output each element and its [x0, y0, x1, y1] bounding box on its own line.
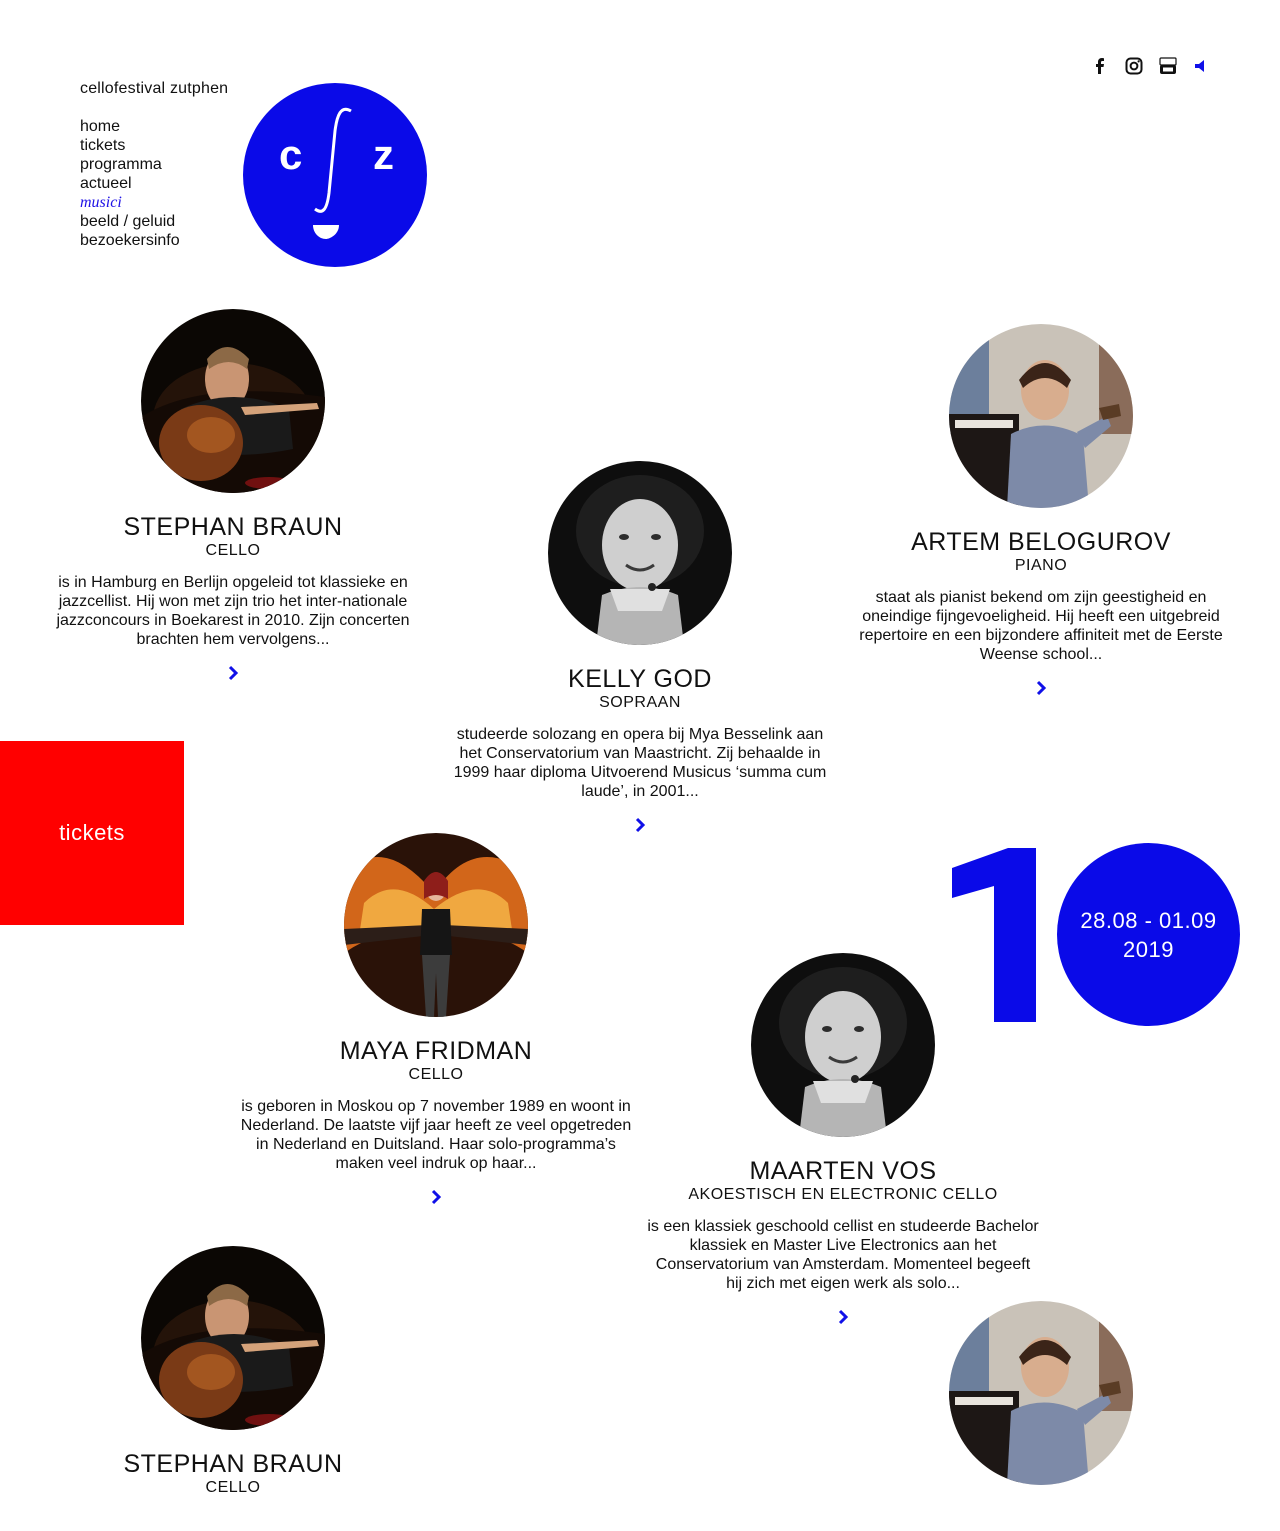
musician-instrument: CELLO	[205, 1479, 261, 1496]
site-name[interactable]: cellofestival zutphen	[80, 80, 229, 97]
nav-item-beeld-geluid[interactable]: beeld / geluid	[80, 213, 176, 230]
musician-name[interactable]: MAARTEN VOS	[749, 1157, 937, 1185]
musician-name[interactable]: MAYA FRIDMAN	[339, 1037, 533, 1065]
musician-card	[23, 309, 443, 683]
musician-instrument: SOPRAAN	[599, 694, 681, 711]
musician-description: is een klassiek geschoold cellist en studeerde Bachelor klassiek en Master Live Electronics aan het Conservatorium van Amsterdam. Momenteel begeeft hij zich met eigen werk als solo...	[647, 1218, 1039, 1292]
facebook-icon[interactable]	[1090, 56, 1110, 76]
musician-card	[831, 324, 1251, 698]
musician-name[interactable]: STEPHAN BRAUN	[123, 1450, 343, 1478]
musician-photo[interactable]	[548, 461, 732, 645]
musician-card	[831, 1301, 1251, 1485]
musician-card	[226, 833, 646, 1207]
instagram-icon[interactable]	[1124, 56, 1144, 76]
main-nav	[80, 117, 180, 250]
musician-card	[633, 953, 1053, 1327]
musician-instrument: PIANO	[1014, 557, 1068, 574]
nav-item-musici[interactable]: musici	[80, 194, 122, 211]
read-more-chevron-icon[interactable]	[1031, 678, 1051, 698]
musician-description: is geboren in Moskou op 7 november 1989 en woont in Nederland. De laatste vijf jaar heeft ze veel opgetreden in Nederland en Duitsland. Haar solo-programma’s maken veel indruk op haar...	[240, 1098, 632, 1172]
nav-item-bezoekersinfo[interactable]: bezoekersinfo	[80, 232, 180, 249]
musician-photo[interactable]	[949, 1301, 1133, 1485]
musician-instrument: CELLO	[205, 542, 261, 559]
musician-name[interactable]: ARTEM BELOGUROV	[911, 528, 1171, 556]
musician-description: is in Hamburg en Berlijn opgeleid tot klassieke en jazzcellist. Hij won met zijn trio het inter-nationale jazzconcours in Boekarest in 2010. Zijn concerten brachten hem vervolgens...	[56, 574, 410, 648]
nav-item-tickets[interactable]: tickets	[80, 137, 126, 154]
read-more-chevron-icon[interactable]	[426, 1187, 446, 1207]
musician-photo[interactable]	[751, 953, 935, 1137]
logo-letter-c: c	[279, 131, 303, 178]
festival-year: 2019	[1123, 936, 1174, 962]
youtube-icon[interactable]	[1158, 56, 1178, 76]
festival-dates	[1057, 843, 1240, 1026]
musician-instrument: AKOESTISCH EN ELECTRONIC CELLO	[688, 1186, 998, 1203]
musician-name[interactable]: KELLY GOD	[568, 665, 712, 693]
nav-item-home[interactable]: home	[80, 118, 121, 135]
musician-photo[interactable]	[141, 309, 325, 493]
musician-description: staat als pianist bekend om zijn geestigheid en oneindige fijngevoeligheid. Hij heeft een uitgebreid repertoire en een bijzondere affiniteit met de Eerste Weense school...	[859, 589, 1223, 663]
tickets-button[interactable]: tickets	[0, 741, 184, 925]
musician-photo[interactable]	[344, 833, 528, 1017]
musician-name[interactable]: STEPHAN BRAUN	[123, 513, 343, 541]
logo-letter-z: z	[373, 131, 394, 178]
musician-photo[interactable]	[949, 324, 1133, 508]
social-links	[1090, 56, 1212, 76]
read-more-chevron-icon[interactable]	[223, 663, 243, 683]
festival-logo[interactable]	[243, 83, 427, 267]
musician-description: studeerde solozang en opera bij Mya Besselink aan het Conservatorium van Maastricht. Zij behaalde in 1999 haar diploma Uitvoerend Musicus ‘summa cum laude’, in 2001...	[453, 726, 827, 800]
musician-instrument: CELLO	[408, 1066, 464, 1083]
musician-photo[interactable]	[141, 1246, 325, 1430]
nav-item-programma[interactable]: programma	[80, 156, 162, 173]
festival-date-range: 28.08 - 01.09	[1080, 907, 1217, 933]
logo-integral-mark	[315, 109, 351, 211]
nav-item-actueel[interactable]: actueel	[80, 175, 132, 192]
musician-card	[430, 461, 850, 835]
read-more-chevron-icon[interactable]	[630, 815, 650, 835]
speaker-icon[interactable]	[1192, 56, 1212, 76]
musician-card	[23, 1246, 443, 1498]
logo-mouth-mark	[313, 225, 339, 239]
